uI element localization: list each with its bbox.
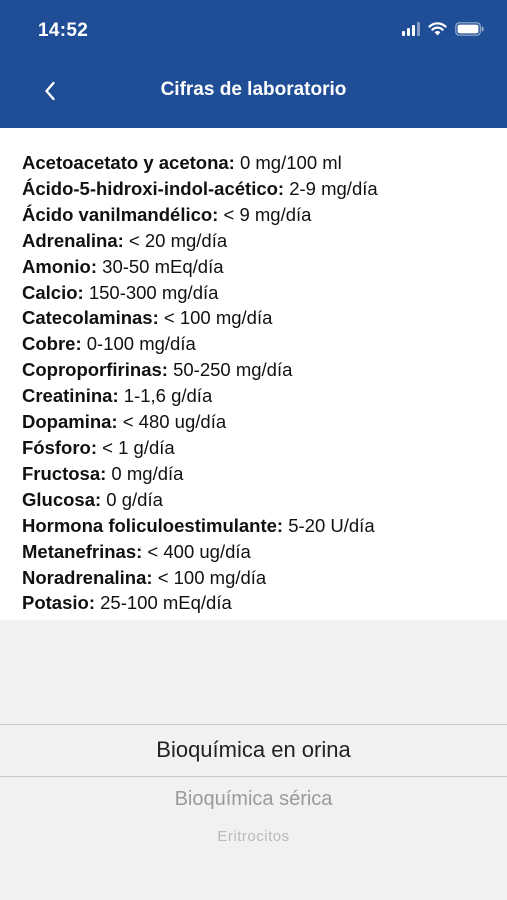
lab-name: Noradrenalina: xyxy=(22,566,153,588)
battery-icon xyxy=(455,22,485,36)
category-picker[interactable] xyxy=(0,620,507,900)
list-item xyxy=(22,280,507,306)
picker-option-selected[interactable]: Bioquímica en orina xyxy=(156,737,351,762)
lab-value: 0 mg/100 ml xyxy=(234,152,342,173)
lab-name: Hormona foliculoestimulante: xyxy=(22,514,284,536)
list-item xyxy=(22,461,507,487)
lab-value: < 100 mg/día xyxy=(152,566,267,588)
lab-value: < 20 mg/día xyxy=(123,229,228,251)
lab-name: Metanefrinas: xyxy=(22,540,143,562)
page-title: Cifras de laboratorio xyxy=(160,79,347,100)
lab-name: Catecolaminas: xyxy=(22,307,159,329)
list-item xyxy=(22,202,507,228)
lab-name: Dopamina: xyxy=(22,411,118,433)
lab-name: Coproporfirinas: xyxy=(22,359,168,381)
list-item xyxy=(22,435,507,461)
status-time: 14:52 xyxy=(38,20,89,41)
picker-option[interactable]: Bioquímica sérica xyxy=(174,788,333,810)
picker-selection-bottom-divider xyxy=(0,776,507,777)
lab-value: 0 g/día xyxy=(101,488,163,510)
cellular-signal-icon xyxy=(402,22,420,36)
list-item xyxy=(22,331,507,357)
list-item xyxy=(22,228,507,254)
list-item xyxy=(22,590,507,616)
lab-name: Creatinina: xyxy=(22,385,119,407)
lab-value: 1-1,6 g/día xyxy=(118,385,213,407)
list-item xyxy=(22,357,507,383)
lab-value: 0 mg/día xyxy=(106,462,184,484)
list-item xyxy=(22,176,507,202)
lab-name: Fructosa: xyxy=(22,462,107,484)
lab-value: 2-9 mg/día xyxy=(284,177,378,199)
lab-name: Amonio: xyxy=(22,255,98,277)
lab-value: 5-20 U/día xyxy=(283,514,375,536)
lab-name: Adrenalina: xyxy=(22,229,124,251)
picker-selection-top-divider xyxy=(0,724,507,725)
lab-value: < 9 mg/día xyxy=(218,203,312,225)
lab-values-content[interactable] xyxy=(0,128,507,620)
picker-option[interactable]: Eritrocitos xyxy=(217,828,290,845)
lab-value: < 480 ug/día xyxy=(117,411,227,433)
list-item xyxy=(22,383,507,409)
list-item xyxy=(22,305,507,331)
navigation-bar xyxy=(0,68,507,114)
lab-name: Acetoacetato y acetona: xyxy=(22,152,235,173)
lab-value: < 400 ug/día xyxy=(142,540,251,562)
list-item xyxy=(22,409,507,435)
lab-name: Glucosa: xyxy=(22,488,102,510)
lab-value: 25-100 mEq/día xyxy=(94,592,232,614)
lab-name: Ácido-5-hidroxi-indol-acético: xyxy=(22,177,285,199)
status-bar xyxy=(0,0,507,60)
lab-value: 0-100 mg/día xyxy=(81,333,196,355)
list-item xyxy=(22,565,507,591)
lab-name: Potasio: xyxy=(22,592,95,614)
list-item xyxy=(22,254,507,280)
list-item xyxy=(22,150,507,176)
lab-name: Fósforo: xyxy=(22,436,98,458)
status-icons xyxy=(402,22,485,36)
lab-name: Calcio: xyxy=(22,281,84,303)
lab-values-list xyxy=(0,128,507,616)
lab-value: 30-50 mEq/día xyxy=(97,255,224,277)
lab-name: Ácido vanilmandélico: xyxy=(22,203,219,225)
lab-value: 50-250 mg/día xyxy=(167,359,293,381)
lab-value: < 100 mg/día xyxy=(158,307,273,329)
list-item xyxy=(22,487,507,513)
list-item xyxy=(22,513,507,539)
wifi-icon xyxy=(428,22,447,36)
lab-value: < 1 g/día xyxy=(97,436,175,458)
lab-name: Cobre: xyxy=(22,333,82,355)
lab-value: 150-300 mg/día xyxy=(83,281,219,303)
app-header xyxy=(0,0,507,128)
list-item xyxy=(22,539,507,565)
